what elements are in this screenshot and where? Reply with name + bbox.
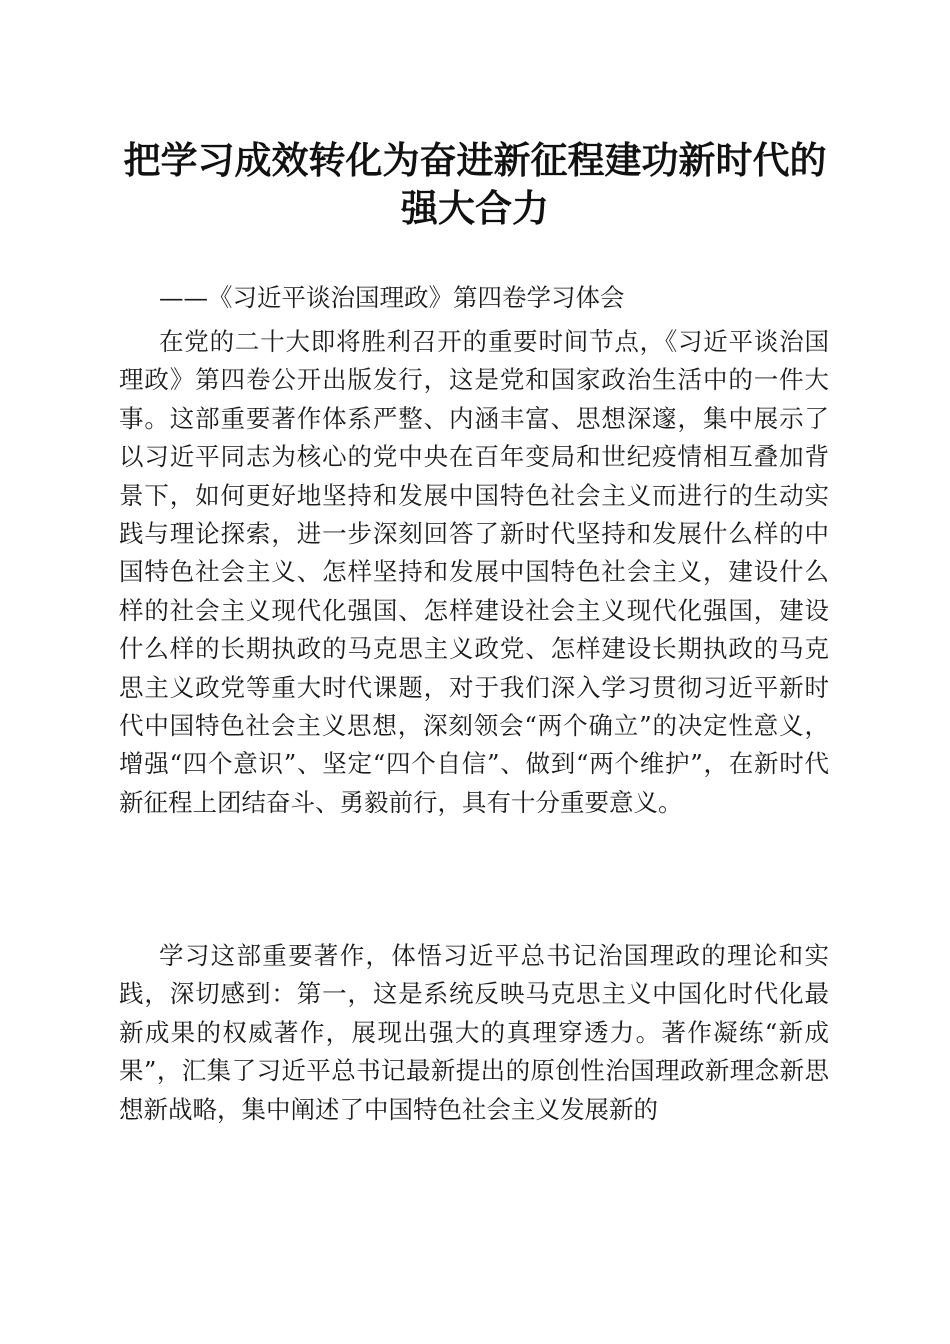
document-title: 把学习成效转化为奋进新征程建功新时代的强大合力 [123, 138, 827, 230]
paragraph-1: 在党的二十大即将胜利召开的重要时间节点，《习近平谈治国理政》第四卷公开出版发行，这是党和国家政治生活中的一件大事。这部重要著作体系严整、内涵丰富、思想深邃，集中展示了以习近平同志为核心的党中央在百年变局和世纪疫情相互叠加背景下，如何更好地坚持和发展中国特色社会主义而进行的生动实践与理论探索，进一步深刻回答了新时代坚持和发展什么样的中国特色社会主义、怎样坚持和发展中国特色社会主义，建设什么样的社会主义现代化强国、怎样建设社会主义现代化强国，建设什么样的长期执政的马克思主义政党、怎样建设长期执政的马克思主义政党等重大时代课题，对于我们深入学习贯彻习近平新时代中国特色社会主义思想，深刻领会“两个确立”的决定性意义，增强“四个意识”、坚定“四个自信”、做到“两个维护”，在新时代新征程上团结奋斗、勇毅前行，具有十分重要意义。 [119, 327, 829, 817]
document-subtitle: ——《习近平谈治国理政》第四卷学习体会 [159, 283, 625, 312]
paragraph-2: 学习这部重要著作，体悟习近平总书记治国理政的理论和实践，深切感到：第一，这是系统反映马克思主义中国化时代化最新成果的权威著作，展现出强大的真理穿透力。著作凝练“新成果”，汇集了习近平总书记最新提出的原创性治国理政新理念新思想新战略，集中阐述了中国特色社会主义发展新的 [119, 941, 829, 1124]
